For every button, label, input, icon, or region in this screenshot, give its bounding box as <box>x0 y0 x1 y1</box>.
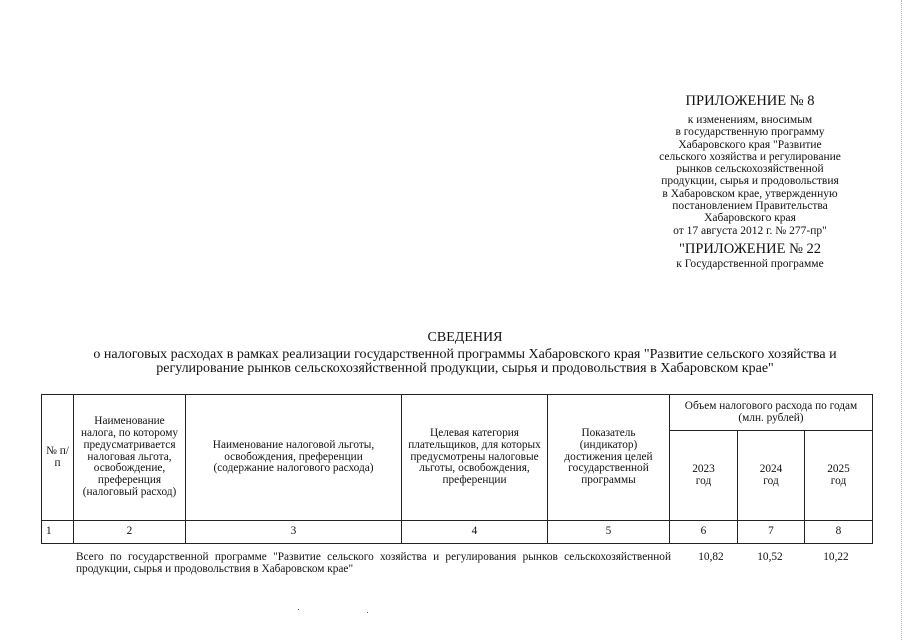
summary-value-2025: 10,22 <box>823 551 849 563</box>
header-num: № п/п <box>42 395 74 521</box>
scan-speck <box>367 612 368 613</box>
appendix-line: продукции, сырья и продовольствия <box>661 175 839 188</box>
header-tax-name: Наименование налога, по которому предусматривается налоговая льгота, освобождение, преференция (налоговый расход) <box>74 395 186 521</box>
column-number: 2 <box>74 521 186 544</box>
column-number: 5 <box>548 521 670 544</box>
appendix-title-secondary: "ПРИЛОЖЕНИЕ № 22 <box>678 240 822 257</box>
appendix-line: Хабаровского края <box>704 212 796 225</box>
summary-label: Всего по государственной программе "Развитие сельского хозяйства и регулирования рынков сельскохозяйственной продукции, сырья и продовольствия в Хабаровском крае" <box>76 551 671 575</box>
appendix-line: рынков сельскохозяйственной <box>676 163 824 176</box>
column-number: 1 <box>42 521 74 544</box>
appendix-line: в Хабаровском крае, утвержденную <box>662 187 838 200</box>
header-year: 2023 год <box>670 431 738 521</box>
column-number: 8 <box>805 521 873 544</box>
header-year: 2025 год <box>805 431 873 521</box>
appendix-line: в государственную программу <box>675 126 825 139</box>
header-indicator: Показатель (индикатор) достижения целей государственной программы <box>548 395 670 521</box>
document-subheading-line: о налоговых расходах в рамках реализации государственной программы Хабаровского края "Развитие сельского хозяйства и <box>93 346 837 362</box>
tax-expenditure-table <box>41 394 873 544</box>
column-number: 6 <box>670 521 738 544</box>
column-number: 4 <box>402 521 548 544</box>
scan-page-edge <box>900 0 902 640</box>
appendix-line: сельского хозяйства и регулирование <box>659 150 841 163</box>
header-volume-group: Объем налогового расхода по годам (млн. рублей) <box>670 395 873 431</box>
appendix-line: постановлением Правительства <box>672 200 828 213</box>
appendix-block <box>630 92 870 270</box>
appendix-line: к изменениям, вносимым <box>687 114 813 126</box>
appendix-title: ПРИЛОЖЕНИЕ № 8 <box>685 93 815 109</box>
summary-value-2023: 10,82 <box>698 551 724 563</box>
scan-speck <box>298 609 299 610</box>
column-number: 3 <box>186 521 402 544</box>
document-subheading-line: регулирование рынков сельскохозяйственной продукции, сырья и продовольствия в Хабаровском крае" <box>156 361 774 376</box>
summary-value-2024: 10,52 <box>757 551 783 563</box>
appendix-line: от 17 августа 2012 г. № 277-пр" <box>673 224 827 237</box>
column-number: 7 <box>738 521 805 544</box>
document-heading: СВЕДЕНИЯ <box>427 330 503 345</box>
appendix-subtitle-secondary: к Государственной программе <box>676 257 824 270</box>
header-payer-category: Целевая категория плательщиков, для которых предусмотрены налоговые льготы, освобождения, преференции <box>402 395 548 521</box>
header-year: 2024 год <box>738 431 805 521</box>
header-benefit-name: Наименование налоговой льготы, освобождения, преференции (содержание налогового расхода) <box>186 395 402 521</box>
appendix-line: Хабаровского края "Развитие <box>678 138 822 151</box>
document-title <box>30 331 900 377</box>
